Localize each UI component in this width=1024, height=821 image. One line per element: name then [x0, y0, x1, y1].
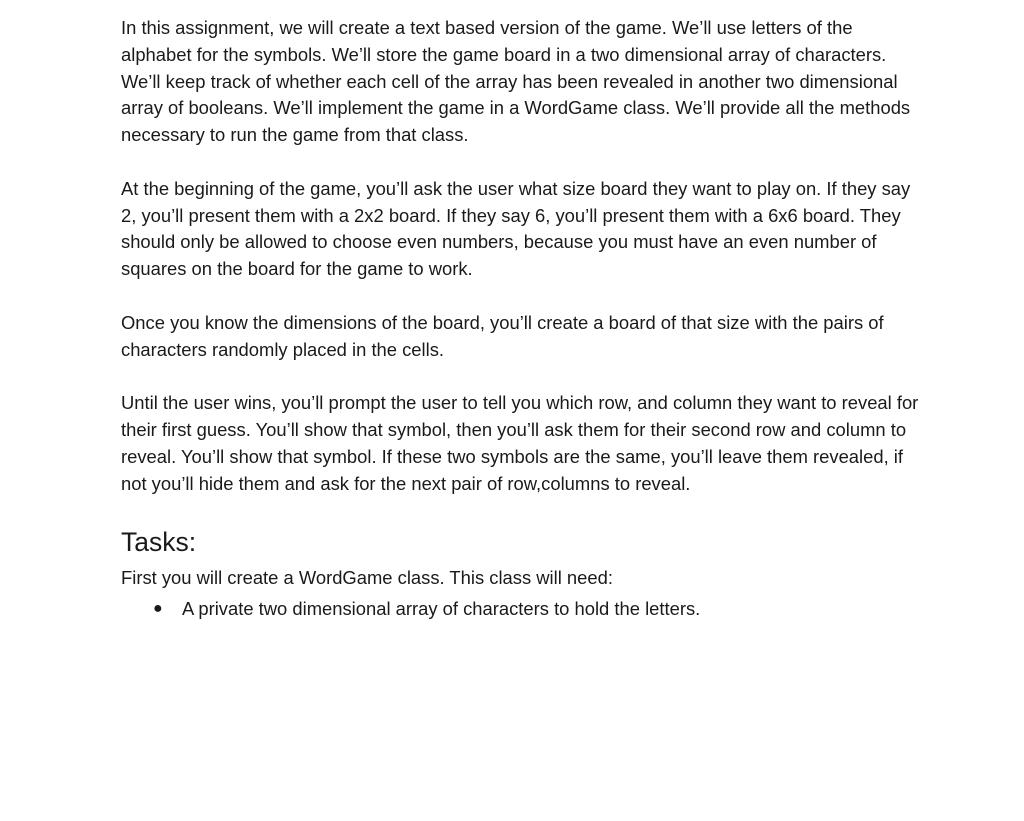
tasks-heading: Tasks:: [121, 527, 197, 558]
paragraph-board-size: At the beginning of the game, you’ll ask the user what size board they want to play on. If they say 2, you’ll present them with a 2x2 board. If they say 6, you’ll present them with a 6x6 board. They should only be allowed to choose even numbers, because you must have an even number of squares on the board for the game to work.: [121, 177, 911, 280]
paragraph-overview: In this assignment, we will create a text based version of the game. We’ll use letters of the alphabet for the symbols. We’ll store the game board in a two dimensional array of characters. We’ll keep track of whether each cell of the array has been revealed in another two dimensional array of booleans. We’ll implement the game in a WordGame class. We’ll provide all the methods necessary to run the game from that class.: [121, 17, 911, 146]
tasks-intro: First you will create a WordGame class. This class will need:: [121, 567, 613, 589]
list-item: [121, 596, 921, 623]
bullet-icon: ●: [153, 600, 163, 618]
paragraph-gameplay: Until the user wins, you’ll prompt the user to tell you which row, and column they want to reveal for their first guess. You’ll show that symbol, then you’ll ask them for their second row and column to reveal. You’ll show that symbol. If these two symbols are the same, you’ll leave them revealed, if not you’ll hide them and ask for the next pair of row,columns to reveal.: [121, 392, 919, 494]
tasks-list: [121, 596, 921, 623]
document-body: [121, 15, 921, 623]
paragraph-board-creation: Once you know the dimensions of the board, you’ll create a board of that size with the pairs of characters randomly placed in the cells.: [121, 311, 884, 360]
list-item-text: A private two dimensional array of characters to hold the letters.: [182, 598, 701, 620]
